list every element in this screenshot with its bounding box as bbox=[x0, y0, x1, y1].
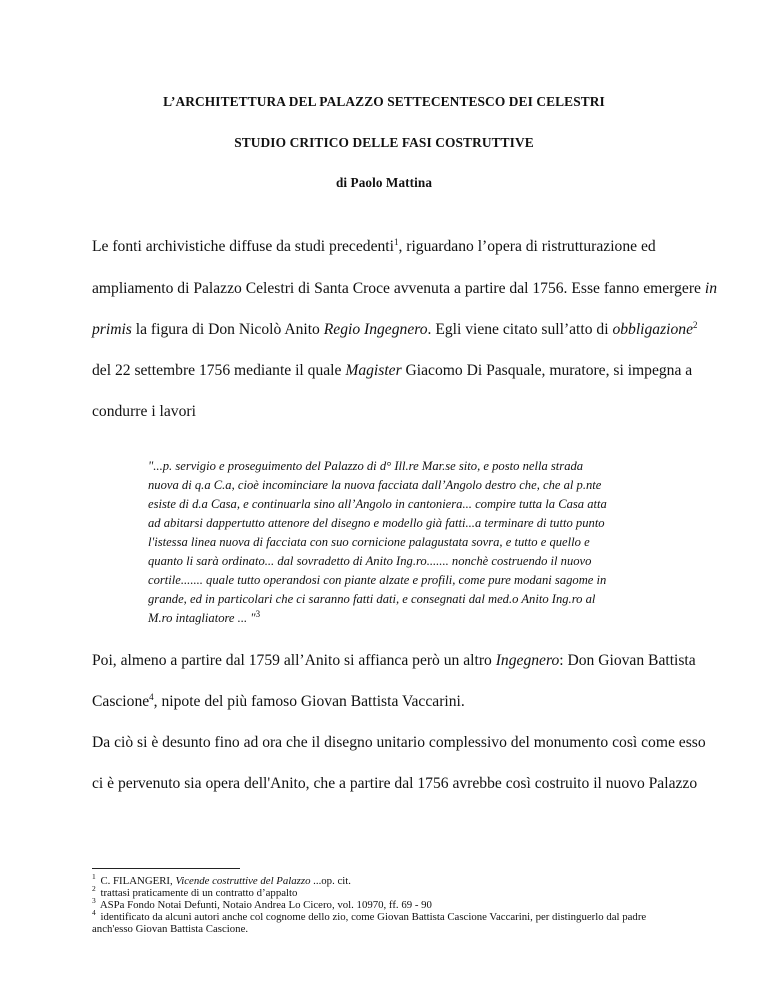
quote-line: ad abitarsi dappertutto attenore del disegno e modello già fatti...a terminare di tutto punto bbox=[148, 516, 605, 530]
paragraph-2-line-1: Poi, almeno a partire dal 1759 all’Anito si affianca però un altro Ingegnero: Don Giovan Battista bbox=[92, 652, 696, 669]
document-author: di Paolo Mattina bbox=[335, 175, 433, 190]
paragraph-3-line-2: ci è pervenuto sia opera dell'Anito, che a partire dal 1756 avrebbe così costruito il nuovo Palazzo bbox=[92, 775, 698, 792]
paragraph-1-line-2: ampliamento di Palazzo Celestri di Santa Croce avvenuta a partire dal 1756. Esse fanno emergere in bbox=[92, 280, 717, 297]
quote-line: nuova di q.a C.a, cioè incominciare la nuova facciata dall’Angolo destro che, che al p.nte bbox=[148, 478, 602, 492]
quote-line: esiste di d.a Casa, e continuarla sino all’Angolo in cantoniera... compire tutta la Casa atta bbox=[148, 497, 607, 511]
document-title: L’ARCHITETTURA DEL PALAZZO SETTECENTESCO DEI CELESTRI bbox=[163, 94, 605, 109]
footnote-separator bbox=[92, 868, 240, 869]
footnote-1: $^1$ C. FILANGERI, Vicende costruttive del Palazzo ...op. cit. bbox=[92, 872, 351, 887]
paragraph-1-line-4: del 22 settembre 1756 mediante il quale Magister Giacomo Di Pasquale, muratore, si impegna a bbox=[92, 362, 693, 379]
footnote-ref-1: 1 bbox=[393, 236, 399, 247]
footnote-3: $^3$ ASPa Fondo Notai Defunti, Notaio Andrea Lo Cicero, vol. 10970, ff. 69 - 90 bbox=[92, 896, 432, 911]
quote-line: cortile....... quale tutto operandosi con piante alzate e profili, come pure modani sagome in bbox=[148, 573, 607, 587]
footnote-4-continued: anch'esso Giovan Battista Cascione. bbox=[92, 923, 249, 935]
document-subtitle: STUDIO CRITICO DELLE FASI COSTRUTTIVE bbox=[234, 135, 534, 150]
footnote-ref-4: 4 bbox=[149, 691, 154, 702]
paragraph-2-line-2: Cascione$^4$, nipote del più famoso Giovan Battista Vaccarini. bbox=[92, 691, 465, 710]
paragraph-1-line-5: condurre i lavori bbox=[92, 403, 196, 420]
footnote-2: $^2$ trattasi praticamente di un contratto d’appalto bbox=[92, 884, 298, 899]
footnote-ref-2: 2 bbox=[693, 319, 698, 330]
quote-line: "...p. servigio e proseguimento del Palazzo di d° Ill.re Mar.se sito, e posto nella strada bbox=[148, 459, 584, 473]
quote-last-line: M.ro intagliatore ... "$^3$ bbox=[148, 608, 261, 625]
quote-line: quanto li sarà ordinato... dal sovradetto di Anito Ing.ro....... nonchè costruendo il nuovo bbox=[148, 554, 592, 568]
paragraph-3-line-1: Da ciò si è desunto fino ad ora che il disegno unitario complessivo del monumento così come esso bbox=[92, 734, 706, 751]
paragraph-1-line-1: Le fonti archivistiche diffuse da studi precedenti$^1$, riguardano l’opera di ristrutturazione ed bbox=[92, 236, 656, 255]
paragraph-1-line-3: primis la figura di Don Nicolò Anito Regio Ingegnero. Egli viene citato sull’atto di obbligazione$^2$ bbox=[92, 319, 698, 338]
quote-line: l'istessa linea nuova di facciata con suo cornicione palagustata sovra, e tutto e quello e bbox=[148, 535, 590, 549]
footnote-4: $^4$ identificato da alcuni autori anche col cognome dello zio, come Giovan Battista Cascione Vaccarini, per distinguerlo dal padre bbox=[92, 908, 647, 923]
quote-line: grande, ed in particolari che ci saranno fatti dati, e consegnati dal med.o Anito Ing.ro al bbox=[148, 592, 596, 606]
footnote-ref-3: 3 bbox=[255, 608, 261, 619]
